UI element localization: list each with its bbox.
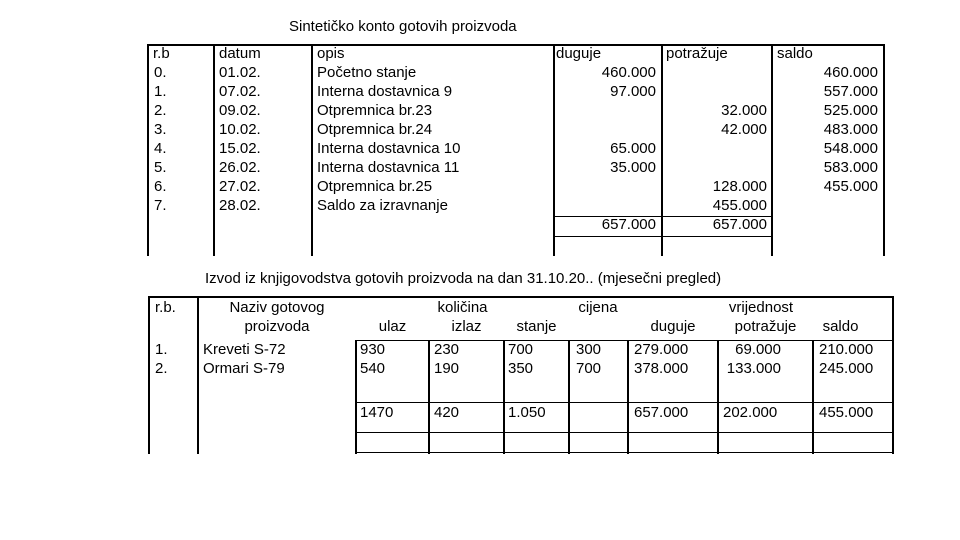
ledger-potrazuje-column bbox=[664, 63, 767, 234]
report-potrazuje-cell: 133.000 bbox=[726, 360, 781, 377]
ledger-rb-cell: 5. bbox=[154, 159, 167, 176]
report-rb-cell: 1. bbox=[155, 341, 168, 358]
ledger-opis-cell: Otpremnica br.24 bbox=[317, 121, 433, 138]
ledger-potrazuje-cell bbox=[664, 139, 767, 158]
ledger-datum-cell: 07.02. bbox=[219, 83, 261, 100]
report-potrazuje-column bbox=[719, 340, 781, 378]
ledger-potrazuje-cell bbox=[664, 82, 767, 101]
ledger-datum-cell: 01.02. bbox=[219, 64, 261, 81]
report-total-potrazuje: 202.000 bbox=[723, 404, 778, 421]
ledger-opis-column bbox=[317, 63, 460, 215]
report-header-naziv-line1: Naziv gotovog bbox=[229, 299, 325, 316]
ledger-potrazuje-total: 657.000 bbox=[712, 216, 767, 233]
report-header-kolicina: količina bbox=[437, 299, 488, 316]
report-col-divider bbox=[503, 340, 505, 454]
report-header-vrijednost: vrijednost bbox=[728, 299, 794, 316]
report-saldo-column bbox=[819, 340, 873, 378]
ledger-datum-cell: 28.02. bbox=[219, 197, 261, 214]
report-potrazuje-cell: 69.000 bbox=[735, 341, 781, 358]
ledger-duguje-total: 657.000 bbox=[601, 216, 656, 233]
report-col-divider bbox=[627, 340, 629, 454]
ledger-title: Sintetičko konto gotovih proizvoda bbox=[289, 18, 517, 35]
report-naziv-column bbox=[203, 340, 286, 378]
ledger-opis-cell: Početno stanje bbox=[317, 64, 417, 81]
ledger-datum-column bbox=[219, 63, 261, 215]
ledger-header-saldo: saldo bbox=[777, 45, 813, 62]
ledger-saldo-cell: 460.000 bbox=[823, 64, 878, 81]
ledger-saldo-cell: 583.000 bbox=[823, 159, 878, 176]
ledger-col-divider bbox=[661, 44, 663, 256]
ledger-duguje-cell bbox=[556, 196, 656, 215]
report-total-stanje: 1.050 bbox=[508, 404, 546, 421]
report-cijena-cell: 700 bbox=[576, 360, 602, 377]
ledger-duguje-cell bbox=[556, 120, 656, 139]
report-naziv-cell: Kreveti S-72 bbox=[203, 341, 286, 358]
ledger-header-duguje: duguje bbox=[556, 45, 602, 62]
report-ulaz-cell: 930 bbox=[360, 341, 386, 358]
ledger-saldo-cell: 525.000 bbox=[823, 102, 878, 119]
report-rb-column bbox=[155, 340, 168, 378]
ledger-col-divider bbox=[213, 44, 215, 256]
ledger-potrazuje-cell: 128.000 bbox=[712, 178, 767, 195]
report-header-duguje: duguje bbox=[650, 318, 696, 335]
report-stanje-cell: 350 bbox=[508, 360, 534, 377]
report-rb-cell: 2. bbox=[155, 360, 168, 377]
ledger-potrazuje-cell: 42.000 bbox=[721, 121, 767, 138]
report-izlaz-column bbox=[434, 340, 459, 378]
report-total-izlaz: 420 bbox=[434, 404, 460, 421]
ledger-potrazuje-cell: 455.000 bbox=[712, 197, 767, 214]
report-col-divider bbox=[892, 296, 894, 454]
report-stanje-cell: 700 bbox=[508, 341, 534, 358]
ledger-opis-cell: Interna dostavnica 11 bbox=[317, 159, 460, 176]
ledger-rb-cell: 6. bbox=[154, 178, 167, 195]
report-header-rb: r.b. bbox=[155, 299, 176, 316]
ledger-col-divider bbox=[311, 44, 313, 256]
ledger-duguje-cell bbox=[556, 101, 656, 120]
report-title: Izvod iz knjigovodstva gotovih proizvoda na dan 31.10.20.. (mjesečni pregled) bbox=[205, 270, 722, 287]
ledger-total-line bbox=[553, 236, 773, 237]
report-izlaz-cell: 230 bbox=[434, 341, 460, 358]
ledger-potrazuje-cell: 32.000 bbox=[721, 102, 767, 119]
ledger-duguje-cell: 65.000 bbox=[610, 140, 656, 157]
ledger-duguje-cell: 97.000 bbox=[610, 83, 656, 100]
report-col-divider bbox=[148, 296, 150, 454]
report-duguje-cell: 378.000 bbox=[634, 360, 689, 377]
report-naziv-cell: Ormari S-79 bbox=[203, 360, 285, 377]
report-col-divider bbox=[355, 340, 357, 454]
report-saldo-cell: 210.000 bbox=[819, 341, 874, 358]
ledger-col-divider bbox=[771, 44, 773, 256]
ledger-duguje-cell: 460.000 bbox=[601, 64, 656, 81]
report-col-divider bbox=[428, 340, 430, 454]
report-cijena-column bbox=[576, 340, 601, 378]
report-stanje-column bbox=[508, 340, 533, 378]
ledger-col-divider bbox=[883, 44, 885, 256]
report-header-ulaz: ulaz bbox=[378, 318, 407, 335]
ledger-header-opis: opis bbox=[317, 45, 345, 62]
ledger-rb-cell: 0. bbox=[154, 64, 167, 81]
ledger-rb-cell: 4. bbox=[154, 140, 167, 157]
ledger-header-potrazuje: potražuje bbox=[666, 45, 728, 62]
ledger-saldo-column bbox=[776, 63, 878, 196]
report-izlaz-cell: 190 bbox=[434, 360, 460, 377]
report-total-saldo: 455.000 bbox=[819, 404, 874, 421]
report-header-izlaz: izlaz bbox=[451, 318, 482, 335]
ledger-rb-column bbox=[154, 63, 167, 215]
report-header-cijena: cijena bbox=[578, 299, 618, 316]
ledger-duguje-column bbox=[556, 63, 656, 234]
report-col-divider bbox=[568, 340, 570, 454]
ledger-rb-cell: 1. bbox=[154, 83, 167, 100]
ledger-col-divider bbox=[553, 44, 555, 256]
report-header-stanje: stanje bbox=[516, 318, 557, 335]
ledger-datum-cell: 15.02. bbox=[219, 140, 261, 157]
ledger-datum-cell: 27.02. bbox=[219, 178, 261, 195]
ledger-opis-cell: Otpremnica br.25 bbox=[317, 178, 433, 195]
ledger-rb-cell: 3. bbox=[154, 121, 167, 138]
report-header-potrazuje: potražuje bbox=[734, 318, 797, 335]
report-ulaz-cell: 540 bbox=[360, 360, 386, 377]
ledger-saldo-cell: 455.000 bbox=[823, 178, 878, 195]
report-header-naziv-line2: proizvoda bbox=[244, 318, 310, 335]
ledger-header-datum: datum bbox=[219, 45, 261, 62]
ledger-saldo-cell: 557.000 bbox=[823, 83, 878, 100]
ledger-opis-cell: Otpremnica br.23 bbox=[317, 102, 433, 119]
report-duguje-column bbox=[634, 340, 688, 378]
report-cijena-cell: 300 bbox=[576, 341, 602, 358]
ledger-opis-cell: Saldo za izravnanje bbox=[317, 197, 448, 214]
ledger-rb-cell: 7. bbox=[154, 197, 167, 214]
ledger-potrazuje-cell bbox=[664, 158, 767, 177]
ledger-duguje-cell: 35.000 bbox=[610, 159, 656, 176]
report-duguje-cell: 279.000 bbox=[634, 341, 689, 358]
report-ulaz-column bbox=[360, 340, 385, 378]
ledger-datum-cell: 09.02. bbox=[219, 102, 261, 119]
ledger-duguje-cell bbox=[556, 177, 656, 196]
ledger-opis-cell: Interna dostavnica 10 bbox=[317, 140, 461, 157]
ledger-datum-cell: 26.02. bbox=[219, 159, 261, 176]
report-header-saldo: saldo bbox=[822, 318, 859, 335]
ledger-opis-cell: Interna dostavnica 9 bbox=[317, 83, 453, 100]
ledger-header-rb: r.b bbox=[153, 45, 170, 62]
ledger-saldo-cell: 483.000 bbox=[823, 121, 878, 138]
ledger-potrazuje-cell bbox=[664, 63, 767, 82]
report-col-divider bbox=[812, 340, 814, 454]
report-total-duguje: 657.000 bbox=[634, 404, 689, 421]
ledger-saldo-cell: 548.000 bbox=[823, 140, 878, 157]
report-total-ulaz: 1470 bbox=[360, 404, 394, 421]
ledger-rb-cell: 2. bbox=[154, 102, 167, 119]
ledger-col-divider bbox=[147, 44, 149, 256]
ledger-datum-cell: 10.02. bbox=[219, 121, 261, 138]
report-saldo-cell: 245.000 bbox=[819, 360, 874, 377]
